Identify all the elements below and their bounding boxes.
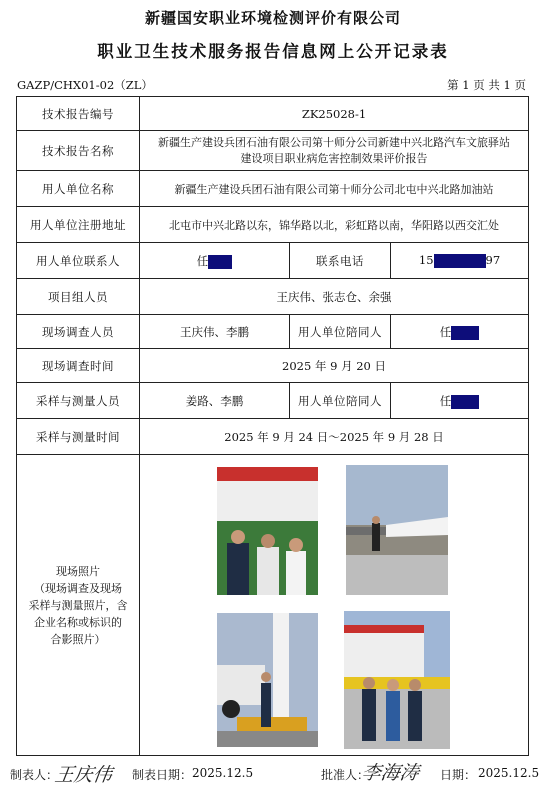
table-row — [17, 131, 529, 171]
report-name-label: 技术报告名称 — [17, 131, 140, 171]
preparer-label: 制表人： — [10, 768, 59, 782]
approver-signature: 李海涛 — [360, 762, 421, 784]
table-row — [17, 419, 529, 455]
approve-date-label: 日期： — [440, 768, 477, 782]
report-no-label: 技术报告编号 — [17, 97, 140, 131]
photos-label — [17, 455, 140, 756]
site-photo-4 — [344, 611, 450, 749]
phone-label: 联系电话 — [290, 243, 391, 279]
sampling-time-value: 2025 年 9 月 24 日～2025 年 9 月 28 日 — [140, 419, 529, 455]
site-photo-2 — [346, 465, 448, 595]
photos-label-line: 企业名称或标识的 — [34, 615, 122, 629]
report-name-line2: 建设项目职业病危害控制效果评价报告 — [240, 151, 428, 165]
company-name: 新疆国安职业环境检测评价有限公司 — [144, 9, 401, 27]
redaction-block — [434, 254, 486, 268]
contact-visible-text: 任 — [196, 253, 209, 268]
approver-label: 批准人： — [321, 768, 370, 782]
survey-staff-value: 王庆伟、李鹏 — [140, 315, 290, 349]
table-row — [17, 349, 529, 383]
photos-label-line: 采样与测量照片，含 — [28, 598, 128, 612]
form-code: GAZP/CHX01-02（ZL） — [17, 78, 153, 92]
approve-date: 2025.12.5 — [478, 766, 540, 780]
site-photo-1 — [217, 467, 318, 595]
redaction-block — [451, 395, 479, 409]
table-row — [17, 455, 529, 756]
team-value: 王庆伟、张志仓、余强 — [140, 279, 529, 315]
site-photo-3 — [217, 613, 318, 747]
survey-staff-label: 现场调查人员 — [17, 315, 140, 349]
report-name-line1: 新疆生产建设兵团石油有限公司第十师分公司新建中兴北路汽车文旅驿站 — [158, 135, 511, 149]
photos-label-line: 现场照片 — [56, 564, 100, 578]
survey-time-value: 2025 年 9 月 20 日 — [140, 349, 529, 383]
table-row — [17, 171, 529, 207]
sampling-time-label: 采样与测量时间 — [17, 419, 140, 455]
team-label: 项目组人员 — [17, 279, 140, 315]
sampling-staff-value: 姜路、李鹏 — [140, 383, 290, 419]
sampling-staff-label: 采样与测量人员 — [17, 383, 140, 419]
photos-cell — [140, 455, 529, 756]
escort-label: 用人单位陪同人 — [290, 315, 391, 349]
table-row — [17, 383, 529, 419]
escort-value — [391, 315, 529, 349]
contact-value — [140, 243, 290, 279]
photos-label-line: （现场调查及现场 — [34, 581, 122, 595]
phone-prefix: 15 — [418, 253, 434, 267]
prepare-date: 2025.12.5 — [192, 766, 254, 780]
address-label: 用人单位注册地址 — [17, 207, 140, 243]
table-row — [17, 243, 529, 279]
phone-suffix: 97 — [485, 253, 501, 267]
table-row — [17, 315, 529, 349]
table-row — [17, 279, 529, 315]
escort2-label: 用人单位陪同人 — [290, 383, 391, 419]
employer-value: 新疆生产建设兵团石油有限公司第十师分公司北屯中兴北路加油站 — [140, 171, 529, 207]
page-info: 第 1 页 共 1 页 — [447, 78, 526, 92]
photos-label-line: 合影照片） — [50, 632, 106, 646]
preparer-signature: 王庆伟 — [53, 764, 114, 786]
table-row — [17, 97, 529, 131]
escort2-value — [391, 383, 529, 419]
record-table — [16, 96, 529, 756]
contact-label: 用人单位联系人 — [17, 243, 140, 279]
phone-value — [391, 243, 529, 279]
table-row — [17, 207, 529, 243]
redaction-block — [208, 255, 232, 269]
escort2-visible-text: 任 — [439, 393, 452, 408]
prepare-date-label: 制表日期： — [132, 768, 193, 782]
survey-time-label: 现场调查时间 — [17, 349, 140, 383]
document-title: 职业卫生技术服务报告信息网上公开记录表 — [97, 42, 449, 61]
report-no-value: ZK25028-1 — [140, 97, 529, 131]
employer-label: 用人单位名称 — [17, 171, 140, 207]
redaction-block — [451, 326, 479, 340]
escort-visible-text: 任 — [439, 324, 452, 339]
address-value: 北屯市中兴北路以东，锦华路以北，彩虹路以南，华阳路以西交汇处 — [140, 207, 529, 243]
